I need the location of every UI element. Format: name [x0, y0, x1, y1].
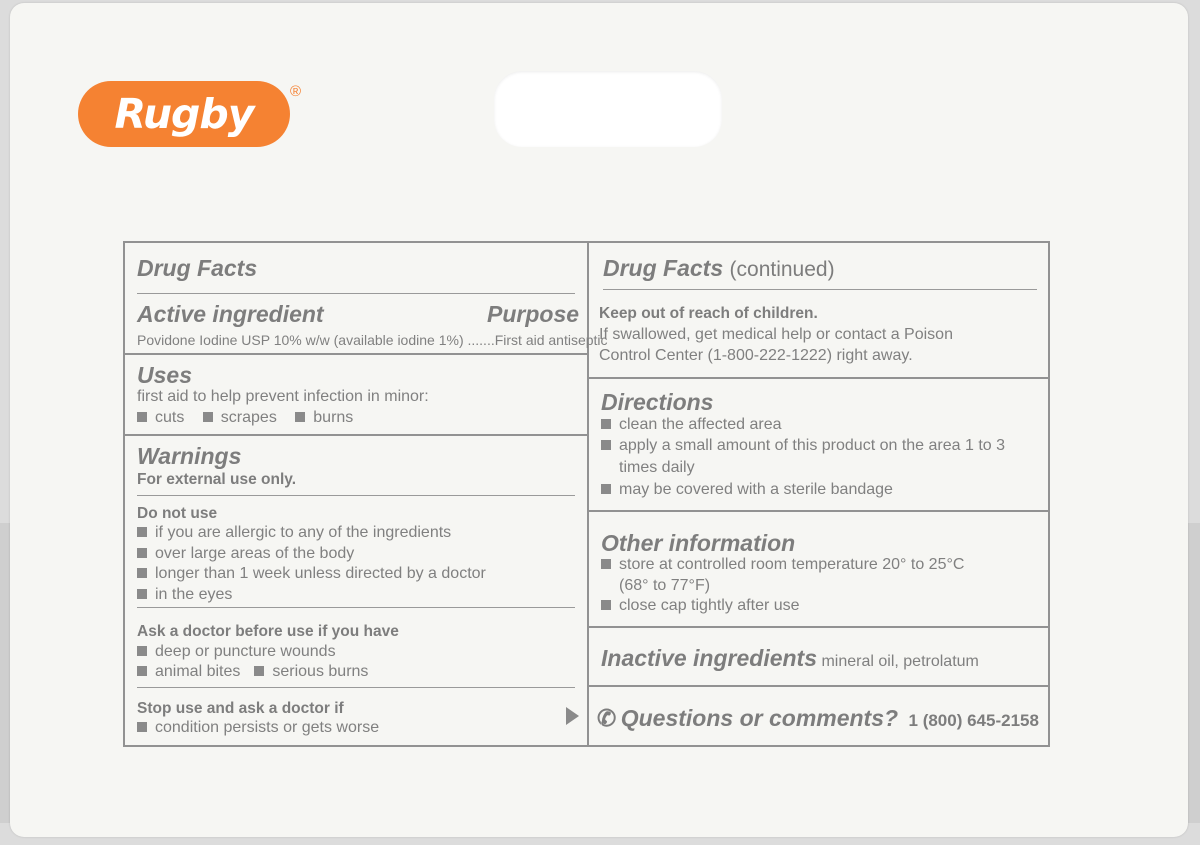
bullet-icon: [137, 666, 147, 676]
section-divider: [589, 685, 1050, 687]
phone-icon: ✆: [597, 705, 617, 731]
do-not-use-heading: Do not use: [137, 505, 218, 522]
bullet-icon: [137, 646, 147, 656]
directions-item: apply a small amount of this product on the area 1 to 3: [601, 438, 1005, 454]
other-info-item: store at controlled room temperature 20° to 25°C: [601, 557, 964, 573]
uses-item: burns: [313, 409, 354, 426]
keep-out-text: Keep out of reach of children.: [599, 305, 818, 322]
stop-use-heading: Stop use and ask a doctor if: [137, 700, 344, 717]
active-ingredient-heading: Active ingredient: [137, 301, 324, 327]
bullet-icon: [601, 440, 611, 450]
divider: [137, 293, 575, 294]
other-info-item-continued: (68° to 77°F): [619, 577, 711, 594]
ask-doctor-item: animal bites serious burns: [137, 664, 368, 680]
do-not-use-item: in the eyes: [137, 587, 232, 603]
directions-item: clean the affected area: [601, 417, 782, 433]
bullet-icon: [137, 568, 147, 578]
drug-facts-continued-title: Drug Facts (continued): [603, 255, 835, 281]
external-use-text: For external use only.: [137, 471, 297, 488]
divider: [137, 607, 575, 608]
divider: [137, 495, 575, 496]
bullet-icon: [203, 412, 213, 422]
hang-hole: [494, 71, 722, 147]
uses-text: first aid to help prevent infection in minor:: [137, 388, 429, 405]
bullet-icon: [137, 722, 147, 732]
bullet-icon: [137, 527, 147, 537]
continued-arrow-icon: [566, 707, 579, 725]
inactive-ingredients-line: Inactive ingredients mineral oil, petrolatum: [601, 645, 979, 671]
registered-mark: ®: [290, 83, 302, 100]
divider: [603, 289, 1037, 290]
bullet-icon: [601, 600, 611, 610]
rugby-logo: [78, 81, 290, 147]
bullet-icon: [601, 484, 611, 494]
stop-use-item: condition persists or gets worse: [137, 720, 379, 736]
uses-item: cuts: [155, 409, 185, 426]
bullet-icon: [137, 548, 147, 558]
section-divider: [125, 434, 587, 436]
other-info-item: close cap tightly after use: [601, 598, 800, 614]
bullet-icon: [137, 589, 147, 599]
swallowed-text-1: If swallowed, get medical help or contact a Poison: [599, 326, 953, 343]
other-info-heading: Other information: [601, 530, 796, 556]
section-divider: [589, 626, 1050, 628]
do-not-use-item: if you are allergic to any of the ingredients: [137, 525, 451, 541]
column-divider: [587, 243, 589, 745]
section-divider: [125, 353, 587, 355]
bullet-icon: [601, 559, 611, 569]
ask-doctor-heading: Ask a doctor before use if you have: [137, 623, 399, 640]
do-not-use-item: over large areas of the body: [137, 546, 354, 562]
do-not-use-item: longer than 1 week unless directed by a doctor: [137, 566, 486, 582]
section-divider: [589, 510, 1050, 512]
ask-doctor-item: deep or puncture wounds: [137, 644, 336, 660]
uses-item: scrapes: [220, 409, 277, 426]
uses-heading: Uses: [137, 362, 192, 388]
drug-facts-title: Drug Facts: [137, 255, 258, 281]
purpose-heading: Purpose: [487, 301, 580, 327]
drug-facts-panel: [123, 241, 1050, 747]
bullet-icon: [601, 419, 611, 429]
directions-item: may be covered with a sterile bandage: [601, 482, 893, 498]
questions-line: ✆ Questions or comments? 1 (800) 645-2158: [597, 705, 1039, 731]
warnings-heading: Warnings: [137, 443, 242, 469]
bullet-icon: [137, 412, 147, 422]
logo-text: Rugby: [114, 90, 254, 138]
bullet-icon: [254, 666, 264, 676]
uses-list: [137, 410, 353, 426]
active-ingredient-line: Povidone Iodine USP 10% w/w (available iodine 1%) .......First aid antiseptic: [137, 332, 608, 348]
directions-heading: Directions: [601, 389, 714, 415]
section-divider: [589, 377, 1050, 379]
directions-item-continued: times daily: [619, 459, 695, 476]
divider: [137, 687, 575, 688]
bullet-icon: [295, 412, 305, 422]
swallowed-text-2: Control Center (1-800-222-1222) right away.: [599, 347, 913, 364]
